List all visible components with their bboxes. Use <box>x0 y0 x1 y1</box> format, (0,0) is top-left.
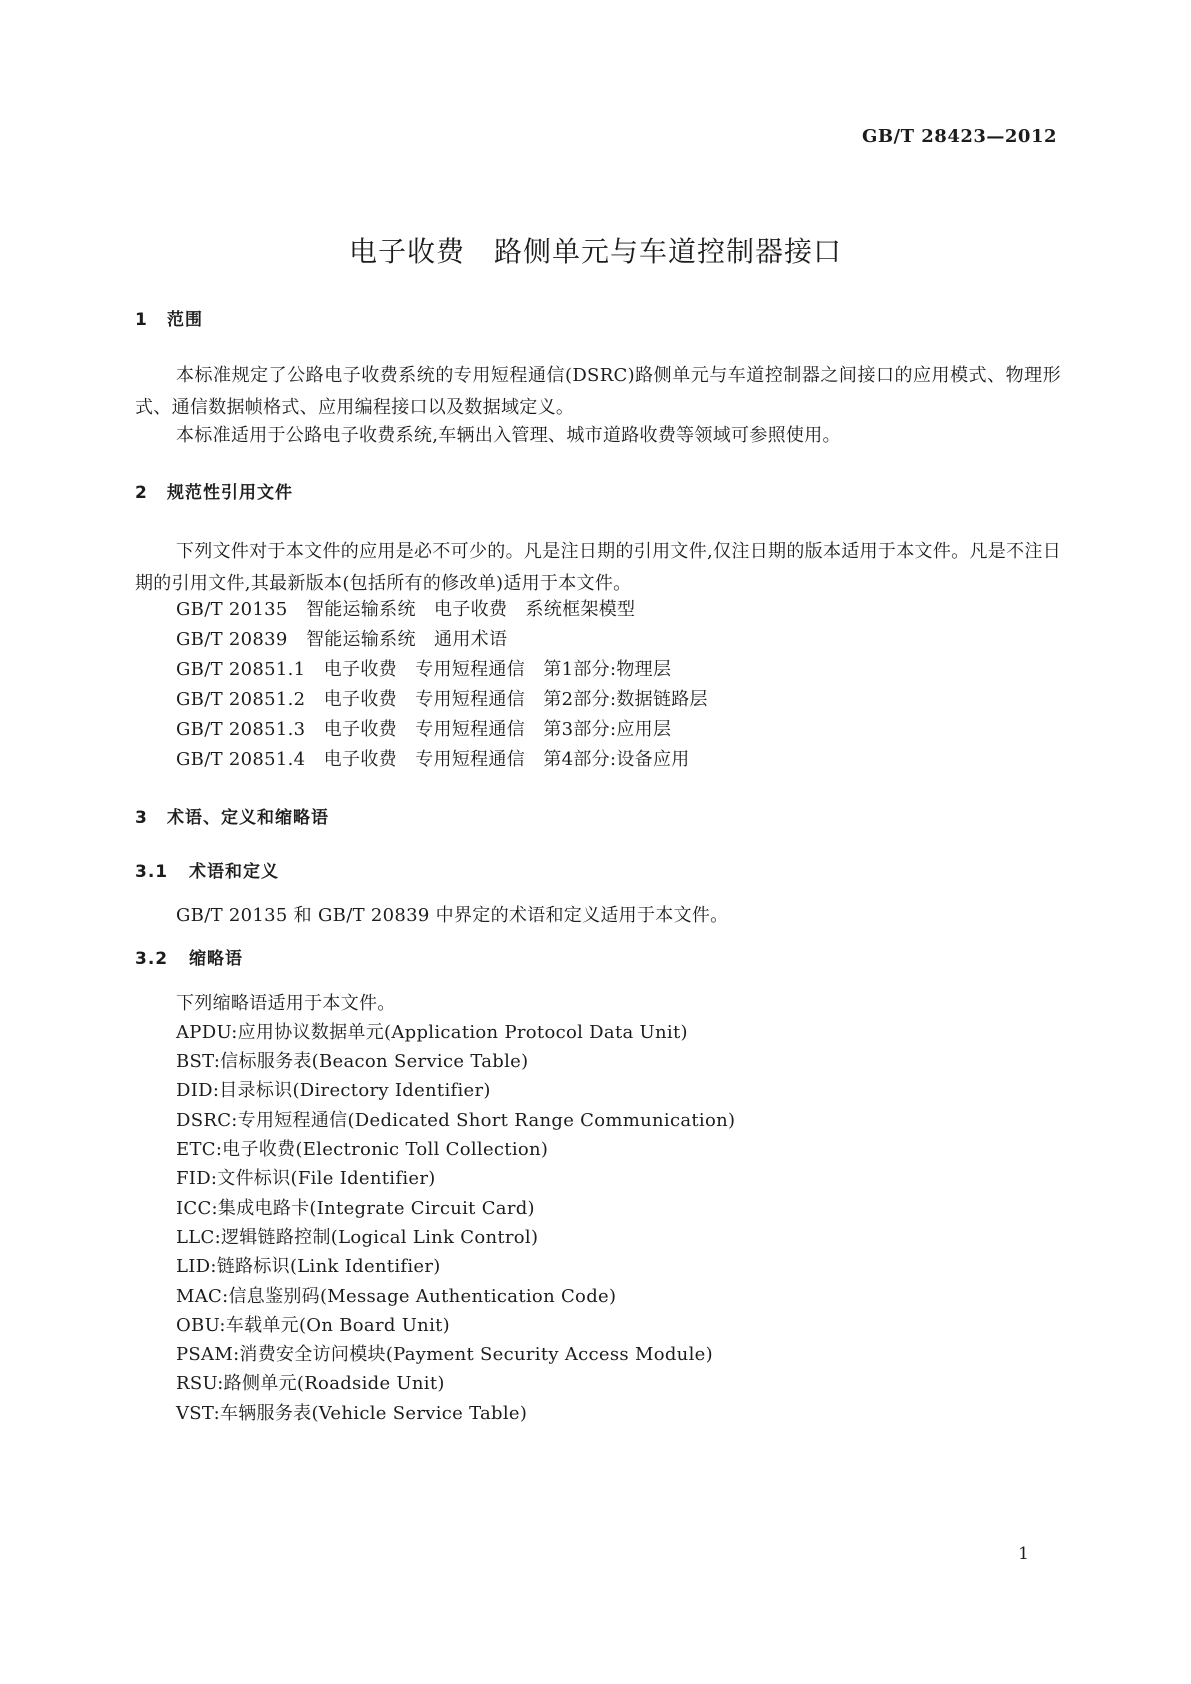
abbreviation-item: OBU:车载单元(On Board Unit) <box>176 1315 450 1336</box>
subsection-title: 术语和定义 <box>189 862 279 882</box>
section-1-paragraph: 本标准规定了公路电子收费系统的专用短程通信(DSRC)路侧单元与车道控制器之间接口的应用模式、物理形式、通信数据帧格式、应用编程接口以及数据域定义。 <box>135 365 1061 418</box>
reference-item: GB/T 20851.3 电子收费 专用短程通信 第3部分:应用层 <box>176 719 672 740</box>
section-number: 1 <box>135 310 148 330</box>
section-number: 3 <box>135 808 148 828</box>
subsection-3-1-text: GB/T 20135 和 GB/T 20839 中界定的术语和定义适用于本文件。 <box>176 905 729 926</box>
section-title: 规范性引用文件 <box>167 483 293 503</box>
abbreviation-item: LID:链路标识(Link Identifier) <box>176 1256 441 1277</box>
subsection-3-1-heading <box>135 860 279 884</box>
document-title: 电子收费 路侧单元与车道控制器接口 <box>348 235 842 268</box>
section-1-heading <box>135 308 203 332</box>
abbreviation-item: DSRC:专用短程通信(Dedicated Short Range Communication) <box>176 1110 736 1131</box>
abbreviation-item: APDU:应用协议数据单元(Application Protocol Data Unit) <box>176 1022 688 1043</box>
subsection-number: 3.2 <box>135 949 169 969</box>
abbreviation-item: RSU:路侧单元(Roadside Unit) <box>176 1373 445 1394</box>
subsection-3-2-heading <box>135 947 243 971</box>
reference-item: GB/T 20135 智能运输系统 电子收费 系统框架模型 <box>176 599 636 620</box>
abbreviation-item: DID:目录标识(Directory Identifier) <box>176 1080 491 1101</box>
abbreviation-item: BST:信标服务表(Beacon Service Table) <box>176 1051 529 1072</box>
subsection-title: 缩略语 <box>189 949 243 969</box>
abbreviation-item: FID:文件标识(File Identifier) <box>176 1168 436 1189</box>
section-2-intro: 下列文件对于本文件的应用是必不可少的。凡是注日期的引用文件,仅注日期的版本适用于本文件。凡是不注日期的引用文件,其最新版本(包括所有的修改单)适用于本文件。 <box>135 541 1061 594</box>
section-title: 术语、定义和缩略语 <box>167 808 329 828</box>
abbreviation-item: LLC:逻辑链路控制(Logical Link Control) <box>176 1227 539 1248</box>
page-number: 1 <box>1018 1544 1029 1564</box>
subsection-number: 3.1 <box>135 862 169 882</box>
reference-item: GB/T 20851.1 电子收费 专用短程通信 第1部分:物理层 <box>176 659 672 680</box>
abbreviation-item: ETC:电子收费(Electronic Toll Collection) <box>176 1139 549 1160</box>
standard-number: GB/T 28423—2012 <box>861 126 1057 147</box>
section-number: 2 <box>135 483 148 503</box>
section-title: 范围 <box>167 310 203 330</box>
abbreviations-intro: 下列缩略语适用于本文件。 <box>176 993 396 1014</box>
section-3-heading <box>135 806 329 830</box>
abbreviation-item: PSAM:消费安全访问模块(Payment Security Access Module) <box>176 1344 713 1365</box>
abbreviation-item: ICC:集成电路卡(Integrate Circuit Card) <box>176 1198 535 1219</box>
abbreviation-item: VST:车辆服务表(Vehicle Service Table) <box>176 1403 528 1424</box>
abbreviation-item: MAC:信息鉴别码(Message Authentication Code) <box>176 1286 617 1307</box>
section-1-paragraph: 本标准适用于公路电子收费系统,车辆出入管理、城市道路收费等领域可参照使用。 <box>176 425 841 446</box>
reference-item: GB/T 20851.4 电子收费 专用短程通信 第4部分:设备应用 <box>176 749 690 770</box>
reference-item: GB/T 20839 智能运输系统 通用术语 <box>176 629 508 650</box>
section-2-heading <box>135 481 293 505</box>
reference-item: GB/T 20851.2 电子收费 专用短程通信 第2部分:数据链路层 <box>176 689 708 710</box>
